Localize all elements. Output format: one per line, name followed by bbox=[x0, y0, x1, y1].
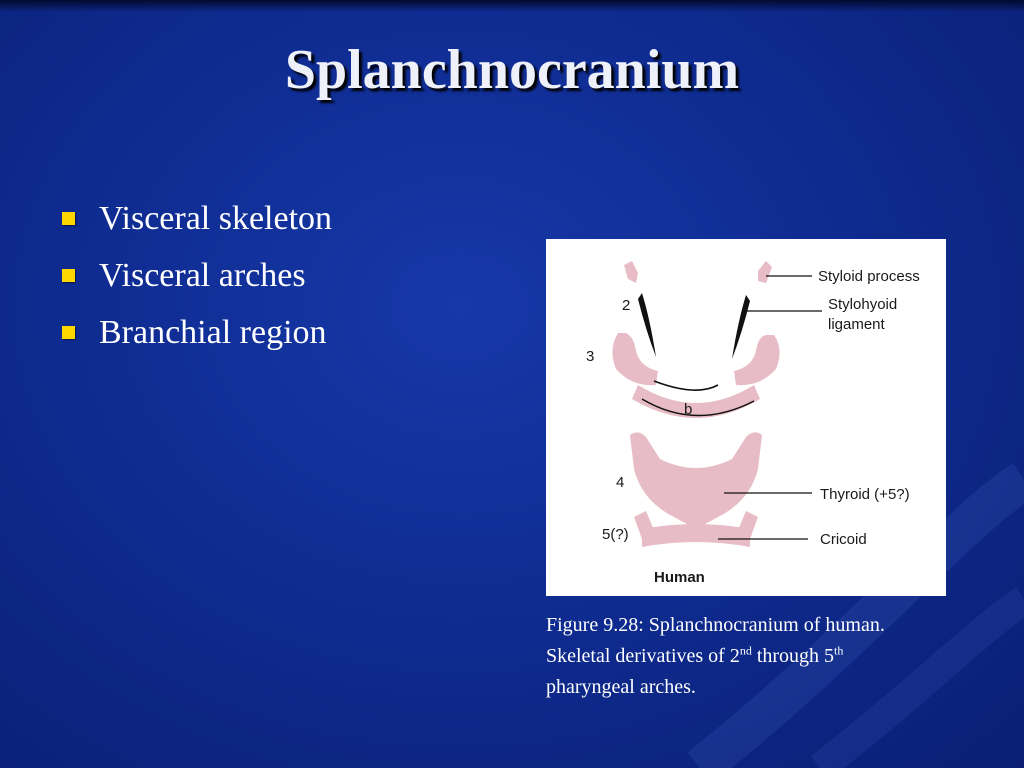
arch-3-label: 3 bbox=[586, 348, 595, 365]
caption-text: through 5 bbox=[751, 645, 835, 667]
caption-superscript: nd bbox=[739, 643, 752, 658]
b-label: b bbox=[684, 401, 693, 418]
caption-line-3: pharyngeal arches. bbox=[546, 676, 696, 698]
figure-drawing bbox=[546, 239, 946, 596]
bullet-item bbox=[62, 247, 332, 304]
figure-caption bbox=[546, 610, 986, 703]
bullet-square-icon bbox=[62, 326, 75, 339]
slide-title: Splanchnocranium bbox=[284, 39, 740, 101]
arch-5-label: 5(?) bbox=[602, 526, 629, 543]
ligament-label: ligament bbox=[828, 316, 885, 333]
bullet-text: Branchial region bbox=[99, 313, 327, 351]
thyroid-label: Thyroid (+5?) bbox=[820, 486, 910, 503]
bullet-item bbox=[62, 190, 332, 247]
caption-line-1: Figure 9.28: Splanchnocranium of human. bbox=[546, 614, 885, 636]
cricoid-label: Cricoid bbox=[820, 531, 867, 548]
bullet-list bbox=[62, 190, 332, 361]
arch-4-label: 4 bbox=[616, 474, 625, 491]
splanchnocranium-figure bbox=[546, 239, 946, 596]
caption-superscript: th bbox=[834, 643, 844, 658]
arch-2-label: 2 bbox=[622, 297, 631, 314]
bullet-text: Visceral arches bbox=[99, 256, 306, 294]
bullet-text: Visceral skeleton bbox=[99, 199, 333, 237]
bullet-item bbox=[62, 304, 332, 361]
styloid-process-label: Styloid process bbox=[818, 268, 920, 285]
species-label: Human bbox=[654, 569, 705, 586]
caption-line-2 bbox=[546, 641, 986, 672]
bullet-square-icon bbox=[62, 212, 75, 225]
stylohyoid-label: Stylohyoid bbox=[828, 296, 898, 313]
bullet-square-icon bbox=[62, 269, 75, 282]
caption-text: Skeletal derivatives of 2 bbox=[546, 645, 740, 667]
